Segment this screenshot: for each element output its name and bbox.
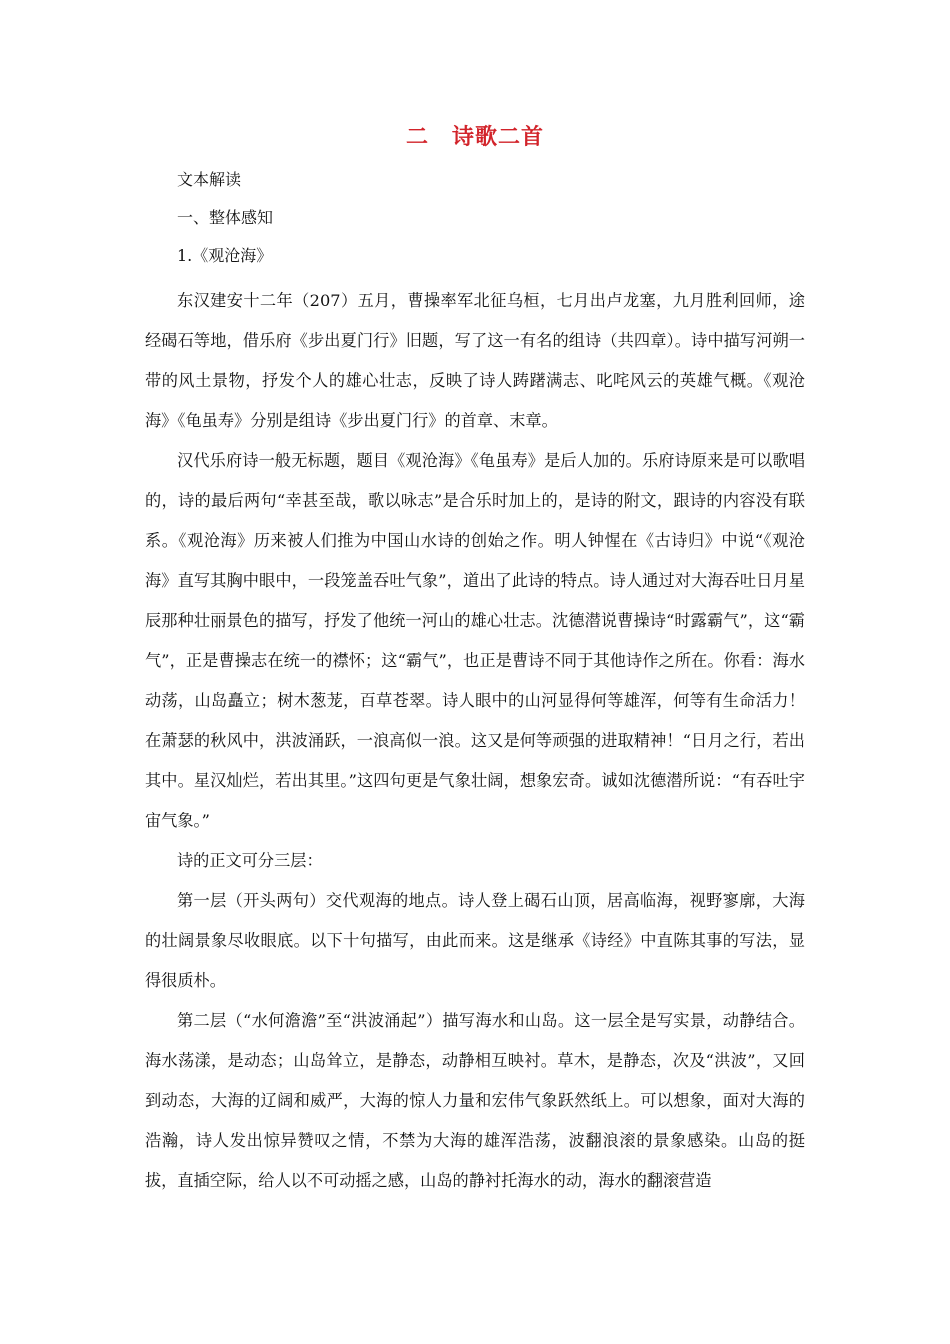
paragraph-analysis: 汉代乐府诗一般无标题，题目《观沧海》《龟虽寿》是后人加的。乐府诗原来是可以歌唱的，诗的最后两句“幸甚至哉，歌以咏志”是合乐时加上的，是诗的附文，跟诗的内容没有联系。《观沧海》历来被人们推为中国山水诗的创始之作。明人钟惺在《古诗归》中说“《观沧海》直写其胸中眼中，一段笼盖吞吐气象”，道出了此诗的特点。诗人通过对大海吞吐日月星辰那种壮丽景色的描写，抒发了他统一河山的雄心壮志。沈德潜说曹操诗“时露霸气”，这“霸气”，正是曹操志在统一的襟怀；这“霸气”，也正是曹诗不同于其他诗作之所在。你看：海水动荡，山岛矗立；树木葱茏，百草苍翠。诗人眼中的山河显得何等雄浑，何等有生命活力！在萧瑟的秋风中，洪波涌跃，一浪高似一浪。这又是何等顽强的进取精神！“日月之行，若出其中。星汉灿烂，若出其里。”这四句更是气象壮阔，想象宏奇。诚如沈德潜所说：“有吞吐宇宙气象。” bbox=[145, 451, 805, 830]
subsection-label: 一、整体感知 bbox=[177, 208, 274, 227]
paragraph-background: 东汉建安十二年（207）五月，曹操率军北征乌桓，七月出卢龙塞，九月胜利回师，途经碣石等地，借乐府《步出夏门行》旧题，写了这一有名的组诗（共四章）。诗中描写河朔一带的风土景物，抒发个人的雄心壮志，反映了诗人踌躇满志、叱咤风云的英雄气概。《观沧海》《龟虽寿》分别是组诗《步出夏门行》的首章、末章。 bbox=[145, 291, 805, 430]
paragraph-second-layer: 第二层（“水何澹澹”至“洪波涌起”）描写海水和山岛。这一层全是写实景，动静结合。海水荡漾，是动态；山岛耸立，是静态，动静相互映衬。草木，是静态，次及“洪波”，又回到动态，大海的辽阔和威严，大海的惊人力量和宏伟气象跃然纸上。可以想象，面对大海的浩瀚，诗人发出惊异赞叹之情，不禁为大海的雄浑浩荡，波翻浪滚的景象感染。山岛的挺拔，直插空际，给人以不可动摇之感，山岛的静衬托海水的动，海水的翻滚营造 bbox=[145, 1011, 805, 1190]
page-title: 二 诗歌二首 bbox=[405, 124, 544, 150]
item-label: 1.《观沧海》 bbox=[177, 246, 273, 265]
document-page bbox=[145, 120, 805, 1201]
paragraph-first-layer: 第一层（开头两句）交代观海的地点。诗人登上碣石山顶，居高临海，视野寥廓，大海的壮阔景象尽收眼底。以下十句描写，由此而来。这是继承《诗经》中直陈其事的写法，显得很质朴。 bbox=[145, 891, 805, 990]
section-label: 文本解读 bbox=[177, 170, 242, 189]
paragraph-structure-intro: 诗的正文可分三层： bbox=[177, 851, 323, 870]
